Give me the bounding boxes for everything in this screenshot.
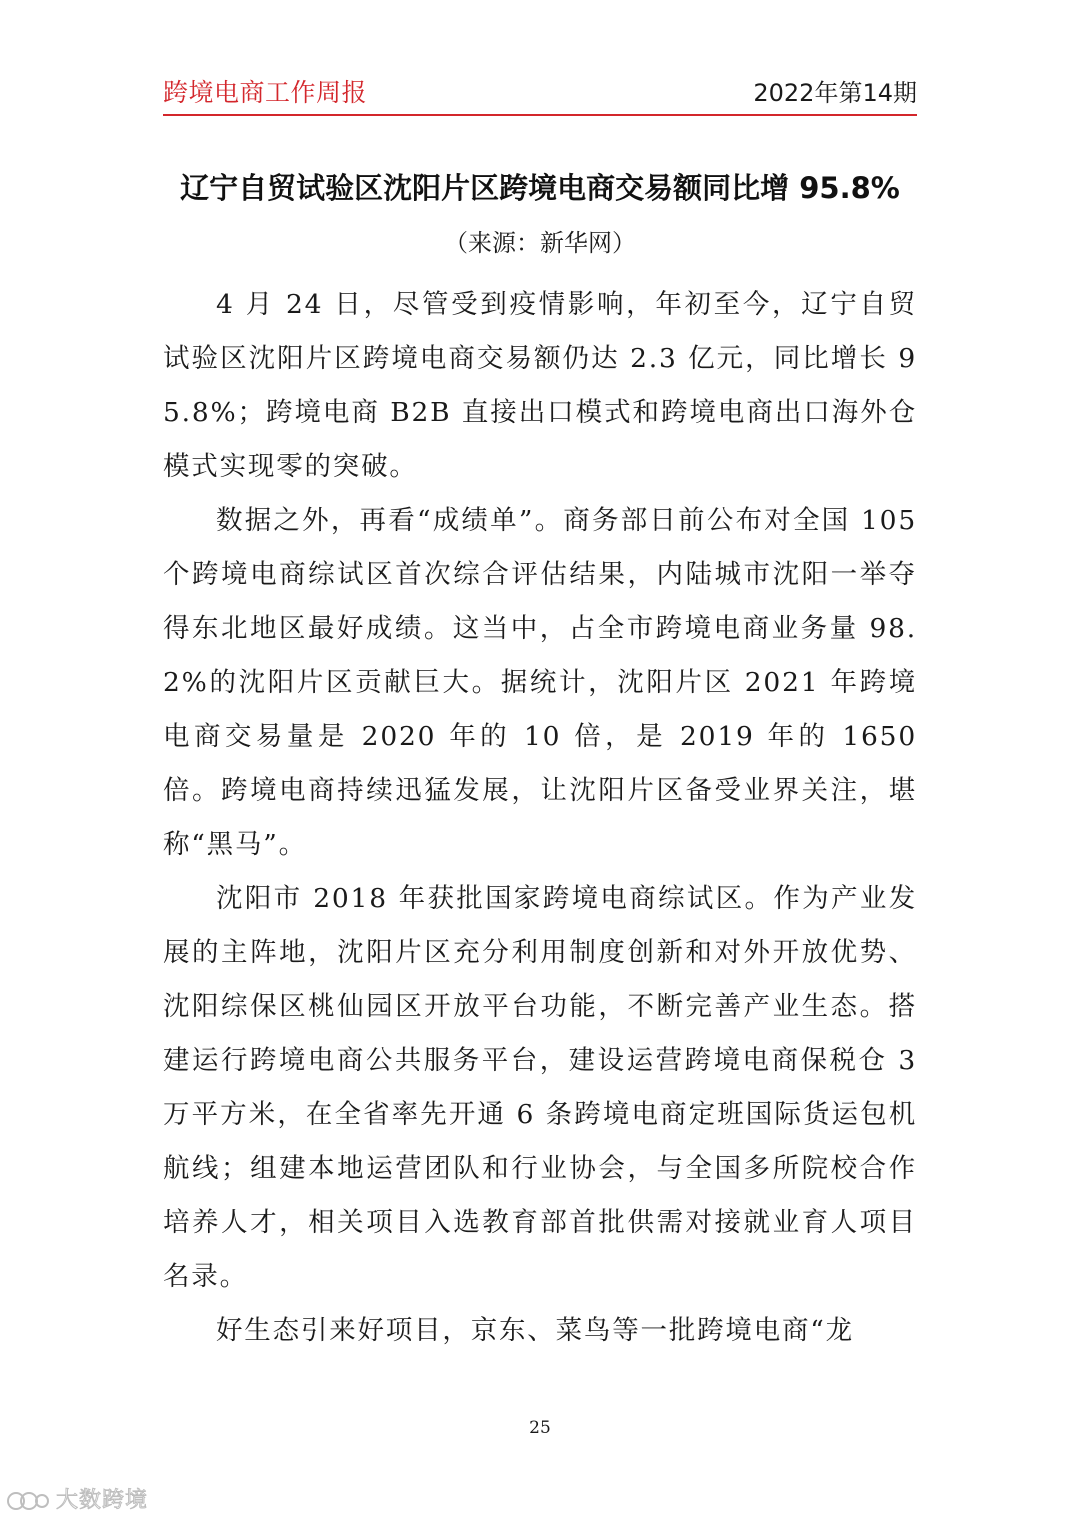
article-source: （来源：新华网） <box>444 229 636 257</box>
watermark-logo-icon <box>6 1486 50 1516</box>
publication-name: 跨境电商工作周报 <box>163 78 368 107</box>
paragraph: 好生态引来好项目，京东、菜鸟等一批跨境电商“龙 <box>216 1315 854 1346</box>
article-title: 辽宁自贸试验区沈阳片区跨境电商交易额同比增 95.8% <box>180 171 900 205</box>
article-body <box>163 278 917 1358</box>
watermark <box>6 1484 148 1518</box>
page-number: 25 <box>529 1418 551 1438</box>
issue-number: 2022年第14期 <box>753 79 917 107</box>
header-divider <box>163 114 917 116</box>
watermark-text: 大数跨境 <box>56 1488 149 1513</box>
page-header <box>163 76 917 112</box>
paragraph: 数据之外，再看“成绩单”。商务部日前公布对全国 105 个跨境电商综试区首次综合评估结果，内陆城市沈阳一举夺得东北地区最好成绩。这当中，占全市跨境电商业务量 98.2%的沈阳片区贡献巨大。据统计，沈阳片区 2021 年跨境电商交易量是 2020 年的 10 倍，是 2019 年的 1650 倍。跨境电商持续迅猛发展，让沈阳片区备受业界关注，堪称“黑马”。 <box>163 505 917 860</box>
paragraph: 4 月 24 日，尽管受到疫情影响，年初至今，辽宁自贸试验区沈阳片区跨境电商交易额仍达 2.3 亿元，同比增长 95.8%；跨境电商 B2B 直接出口模式和跨境电商出口海外仓模式实现零的突破。 <box>163 289 917 482</box>
paragraph: 沈阳市 2018 年获批国家跨境电商综试区。作为产业发展的主阵地，沈阳片区充分利用制度创新和对外开放优势、沈阳综保区桃仙园区开放平台功能，不断完善产业生态。搭建运行跨境电商公共服务平台，建设运营跨境电商保税仓 3 万平方米，在全省率先开通 6 条跨境电商定班国际货运包机航线；组建本地运营团队和行业协会，与全国多所院校合作培养人才，相关项目入选教育部首批供需对接就业育人项目名录。 <box>163 883 917 1292</box>
